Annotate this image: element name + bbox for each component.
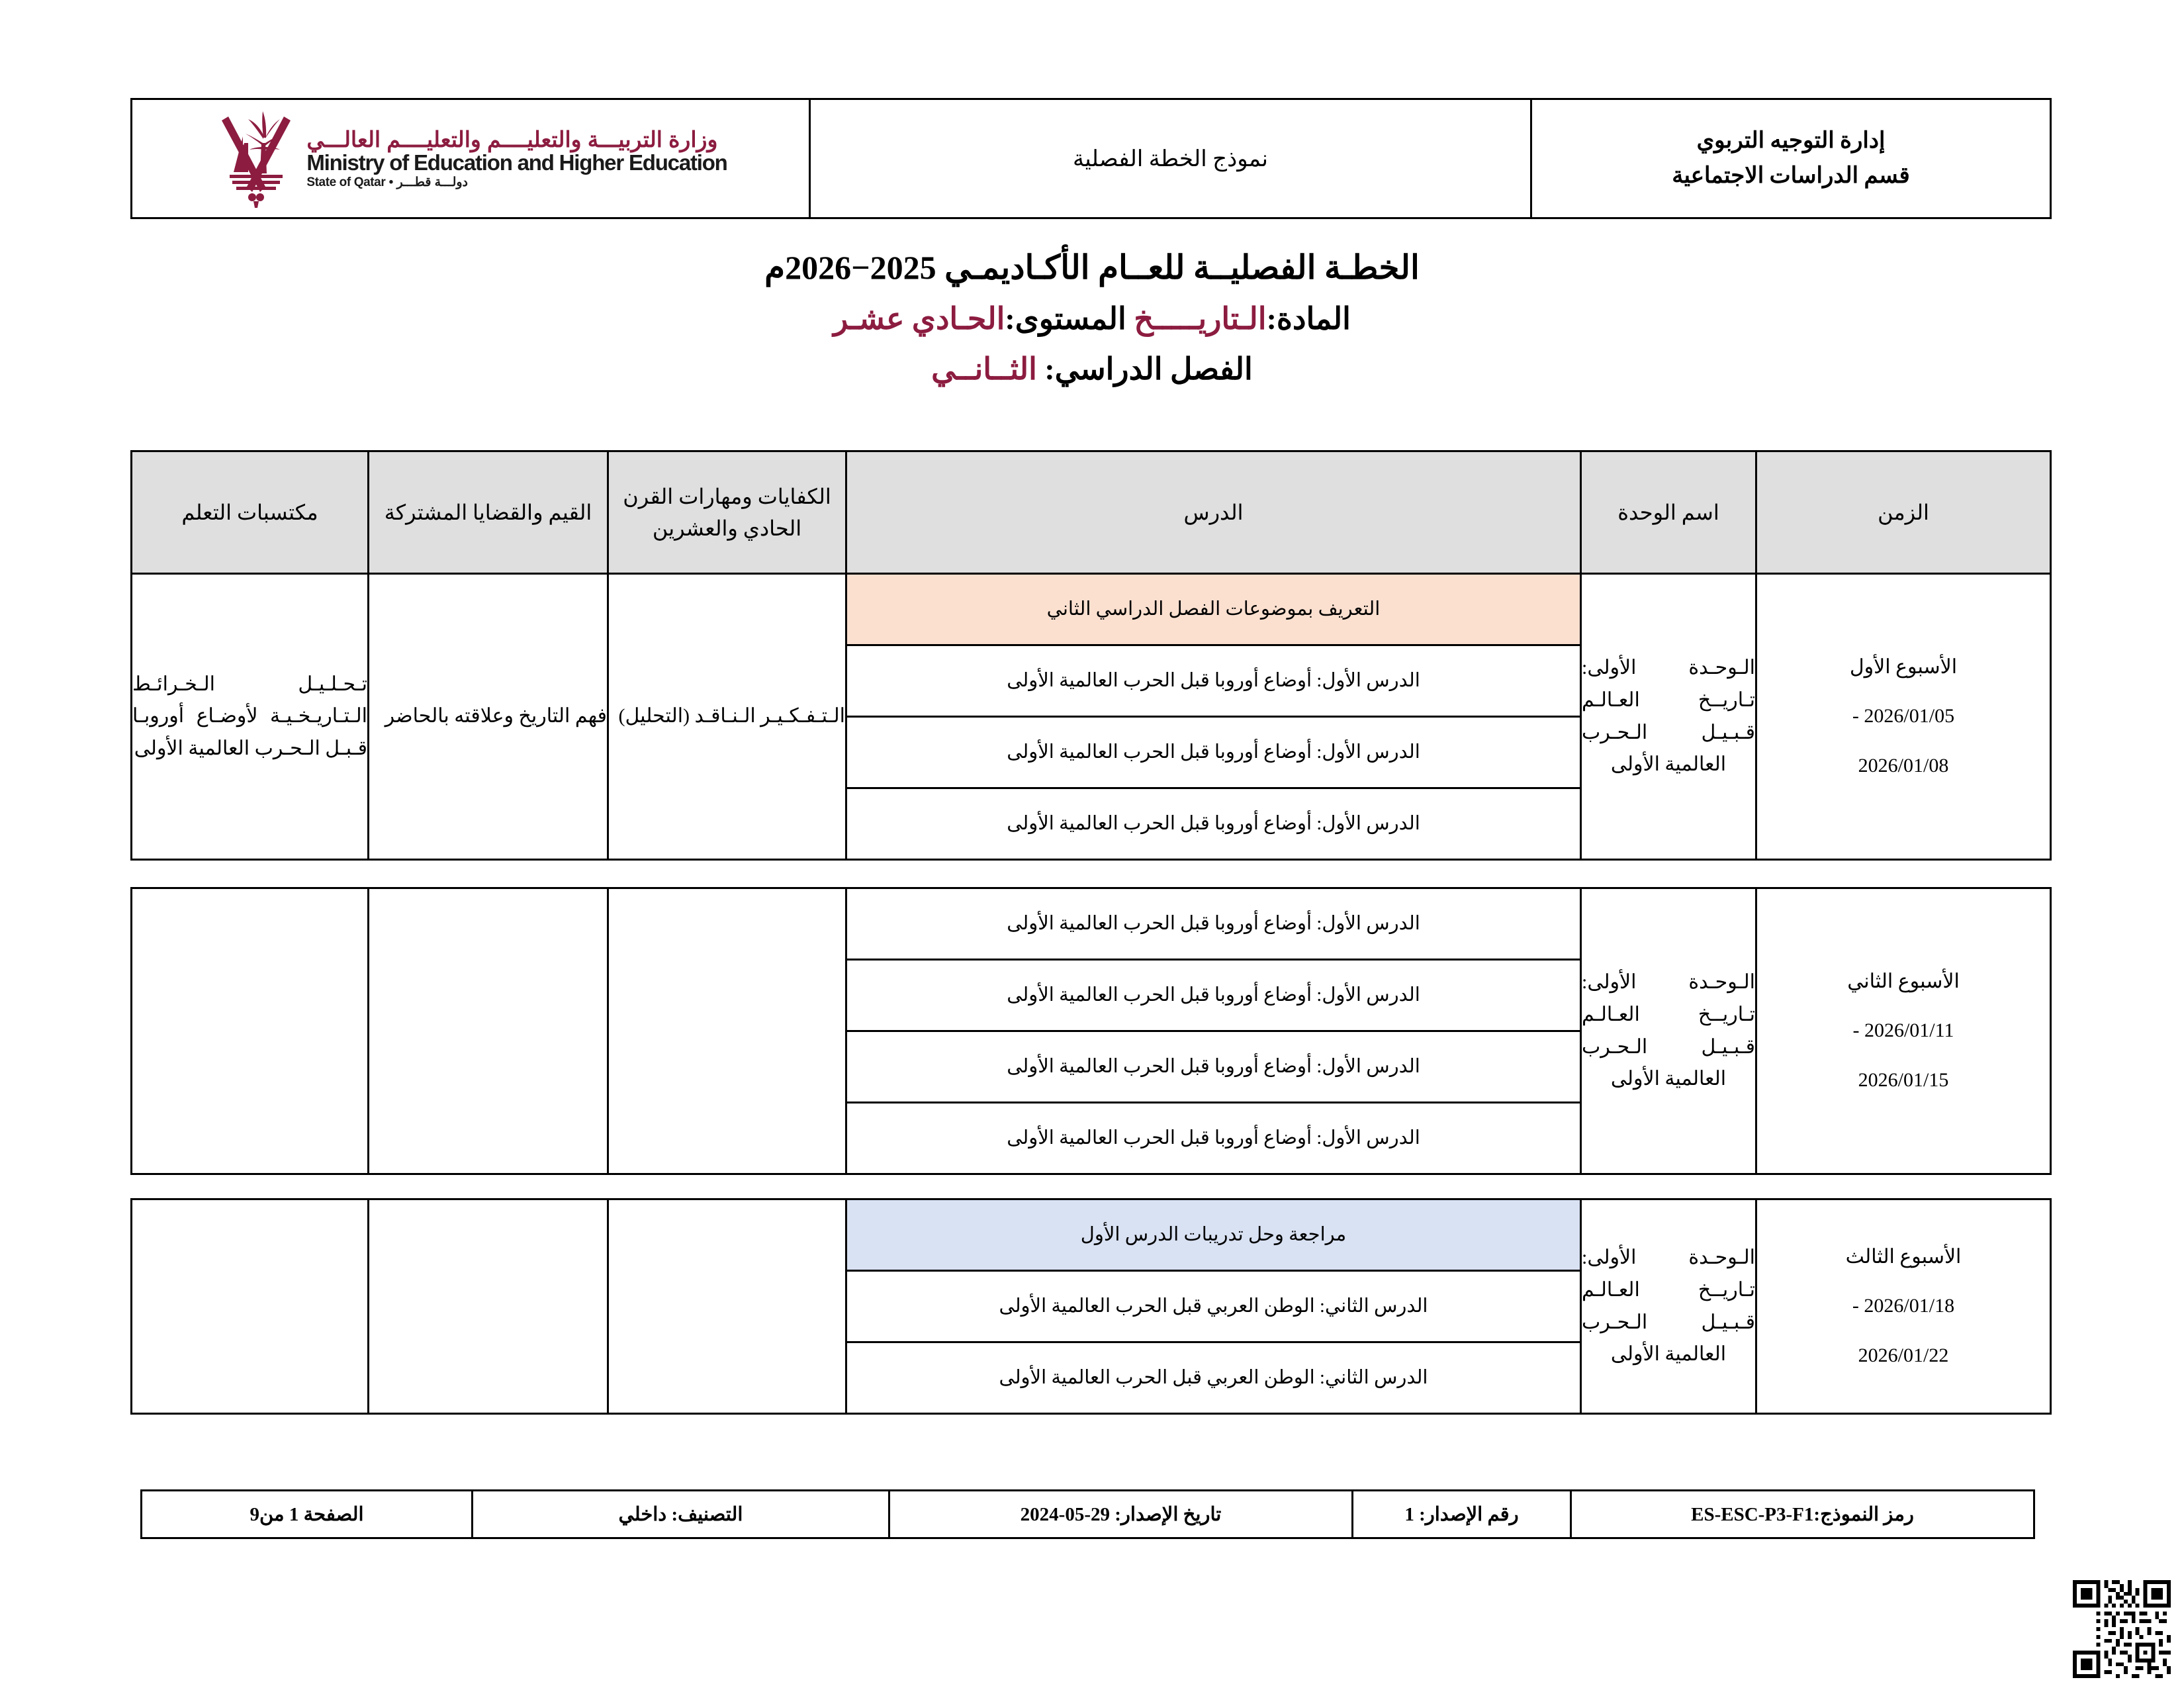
week-time-cell	[1756, 1199, 2051, 1414]
level-value: الحـادي عشـر	[833, 302, 1005, 336]
footer-form-code: رمز النموذج:ES-ESC-P3-F1	[1571, 1491, 2034, 1538]
table-row	[132, 888, 2051, 960]
week-date-end: 2026/01/22	[1858, 1344, 1949, 1366]
term-label: الفصل الدراسي:	[1044, 352, 1253, 386]
competencies-cell	[608, 1199, 846, 1414]
footer-issue-date: تاريخ الإصدار: 29-05-2024	[889, 1491, 1353, 1538]
column-header-competencies: الكفايات ومهارات القرن الحادي والعشرين	[608, 451, 846, 574]
ministry-logo-cell	[132, 99, 810, 218]
table-header-row	[132, 451, 2051, 574]
competencies-cell	[608, 888, 846, 1174]
department-line-1: إدارة التوجيه التربوي	[1696, 128, 1886, 153]
form-title-cell	[810, 99, 1531, 218]
values-cell: فهم التاريخ وعلاقته بالحاضر	[369, 574, 608, 860]
document-header-table	[130, 98, 2052, 219]
column-header-values: القيم والقضايا المشتركة	[369, 451, 608, 574]
week-date-end: 2026/01/08	[1858, 754, 1949, 776]
lesson-cell: الدرس الأول: أوضاع أوروبا قبل الحرب العالمية الأولى	[846, 888, 1581, 960]
document-footer-table	[140, 1489, 2035, 1539]
column-header-lesson: الدرس	[846, 451, 1581, 574]
document-titles	[0, 246, 2184, 389]
table-row	[132, 574, 2051, 645]
column-header-unit-name: اسم الوحدة	[1581, 451, 1756, 574]
footer-issue-number: رقم الإصدار: 1	[1353, 1491, 1571, 1538]
term-value: الثــانــي	[931, 352, 1037, 386]
department-line-2: قسم الدراسات الاجتماعية	[1672, 163, 1910, 188]
footer-classification: التصنيف: داخلي	[473, 1491, 889, 1538]
header-row	[132, 99, 2051, 218]
plan-table-week-1	[130, 450, 2052, 861]
plan-table-week-3	[130, 1198, 2052, 1415]
subject-level-line	[0, 300, 2184, 339]
column-header-zaman: الزمن	[1756, 451, 2051, 574]
week-label: الأسبوع الأول	[1849, 655, 1958, 678]
lesson-cell: الدرس الثاني: الوطن العربي قبل الحرب العالمية الأولى	[846, 1342, 1581, 1414]
unit-name-cell: الـوحـدة الأولى: تـاريــخ العـالـم قـبـيـل الـحـرب العالمية الأولى	[1581, 574, 1756, 860]
ministry-logo	[142, 109, 799, 209]
week-date-start: - 2026/01/18	[1852, 1295, 1955, 1317]
learning-outcomes-cell: تـحـلـيـل الـخـرائـط الـتـاريـخـيـة لأوضـاع أوروبـا قـبـل الـحـرب العالمية الأولى	[132, 574, 369, 860]
unit-name-cell: الـوحـدة الأولى: تـاريــخ العـالـم قـبـيـل الـحـرب العالمية الأولى	[1581, 1199, 1756, 1414]
lesson-cell: التعريف بموضوعات الفصل الدراسي الثاني	[846, 574, 1581, 645]
state-of-qatar-label: دولـــة قطـــر • State of Qatar	[306, 175, 468, 189]
lesson-cell: الدرس الثاني: الوطن العربي قبل الحرب العالمية الأولى	[846, 1271, 1581, 1342]
lesson-cell: الدرس الأول: أوضاع أوروبا قبل الحرب العالمية الأولى	[846, 717, 1581, 788]
week-time-cell	[1756, 574, 2051, 860]
lesson-cell: الدرس الأول: أوضاع أوروبا قبل الحرب العالمية الأولى	[846, 960, 1581, 1031]
ministry-logo-text	[306, 128, 727, 189]
department-cell	[1531, 99, 2051, 218]
subject-value: الـتاريـــــخ	[1134, 302, 1267, 336]
subject-label: المادة:	[1266, 302, 1351, 336]
level-label: المستوى:	[1005, 302, 1126, 336]
ministry-name-english: Ministry of Education and Higher Education	[306, 150, 727, 175]
form-title: نموذج الخطة الفصلية	[1073, 146, 1268, 171]
competencies-cell: الـتـفـكـيـر الـنـاقـد (التحليل)	[608, 574, 846, 860]
values-cell	[369, 888, 608, 1174]
week-label: الأسبوع الثاني	[1847, 970, 1960, 992]
page-title: الخطـة الفصليــة للعــام الأكـاديمـي 2025−2026م	[764, 249, 1420, 286]
table-row	[132, 1199, 2051, 1271]
week-label: الأسبوع الثالث	[1845, 1245, 1962, 1268]
lesson-cell: الدرس الأول: أوضاع أوروبا قبل الحرب العالمية الأولى	[846, 788, 1581, 860]
footer-row	[142, 1491, 2034, 1538]
values-cell	[369, 1199, 608, 1414]
term-line	[0, 350, 2184, 389]
unit-name-cell: الـوحـدة الأولى: تـاريــخ العـالـم قـبـيـل الـحـرب العالمية الأولى	[1581, 888, 1756, 1174]
ministry-name-arabic: وزارة التربيـــة والتعليــــم والتعليــــم العالـــي	[306, 127, 718, 152]
plan-table-week-2	[130, 887, 2052, 1175]
learning-outcomes-cell	[132, 888, 369, 1174]
week-date-start: - 2026/01/11	[1852, 1019, 1954, 1042]
week-time-cell	[1756, 888, 2051, 1174]
learning-outcomes-cell	[132, 1199, 369, 1414]
qatar-emblem-icon	[214, 109, 298, 209]
lesson-cell: الدرس الأول: أوضاع أوروبا قبل الحرب العالمية الأولى	[846, 645, 1581, 717]
footer-page-number: الصفحة 1 من9	[142, 1491, 473, 1538]
column-header-learning-outcomes: مكتسبات التعلم	[132, 451, 369, 574]
lesson-cell: مراجعة وحل تدريبات الدرس الأول	[846, 1199, 1581, 1271]
week-date-end: 2026/01/15	[1858, 1068, 1949, 1091]
lesson-cell: الدرس الأول: أوضاع أوروبا قبل الحرب العالمية الأولى	[846, 1031, 1581, 1103]
qr-code-icon	[2073, 1580, 2171, 1678]
week-date-start: - 2026/01/05	[1852, 705, 1955, 727]
lesson-cell: الدرس الأول: أوضاع أوروبا قبل الحرب العالمية الأولى	[846, 1103, 1581, 1174]
